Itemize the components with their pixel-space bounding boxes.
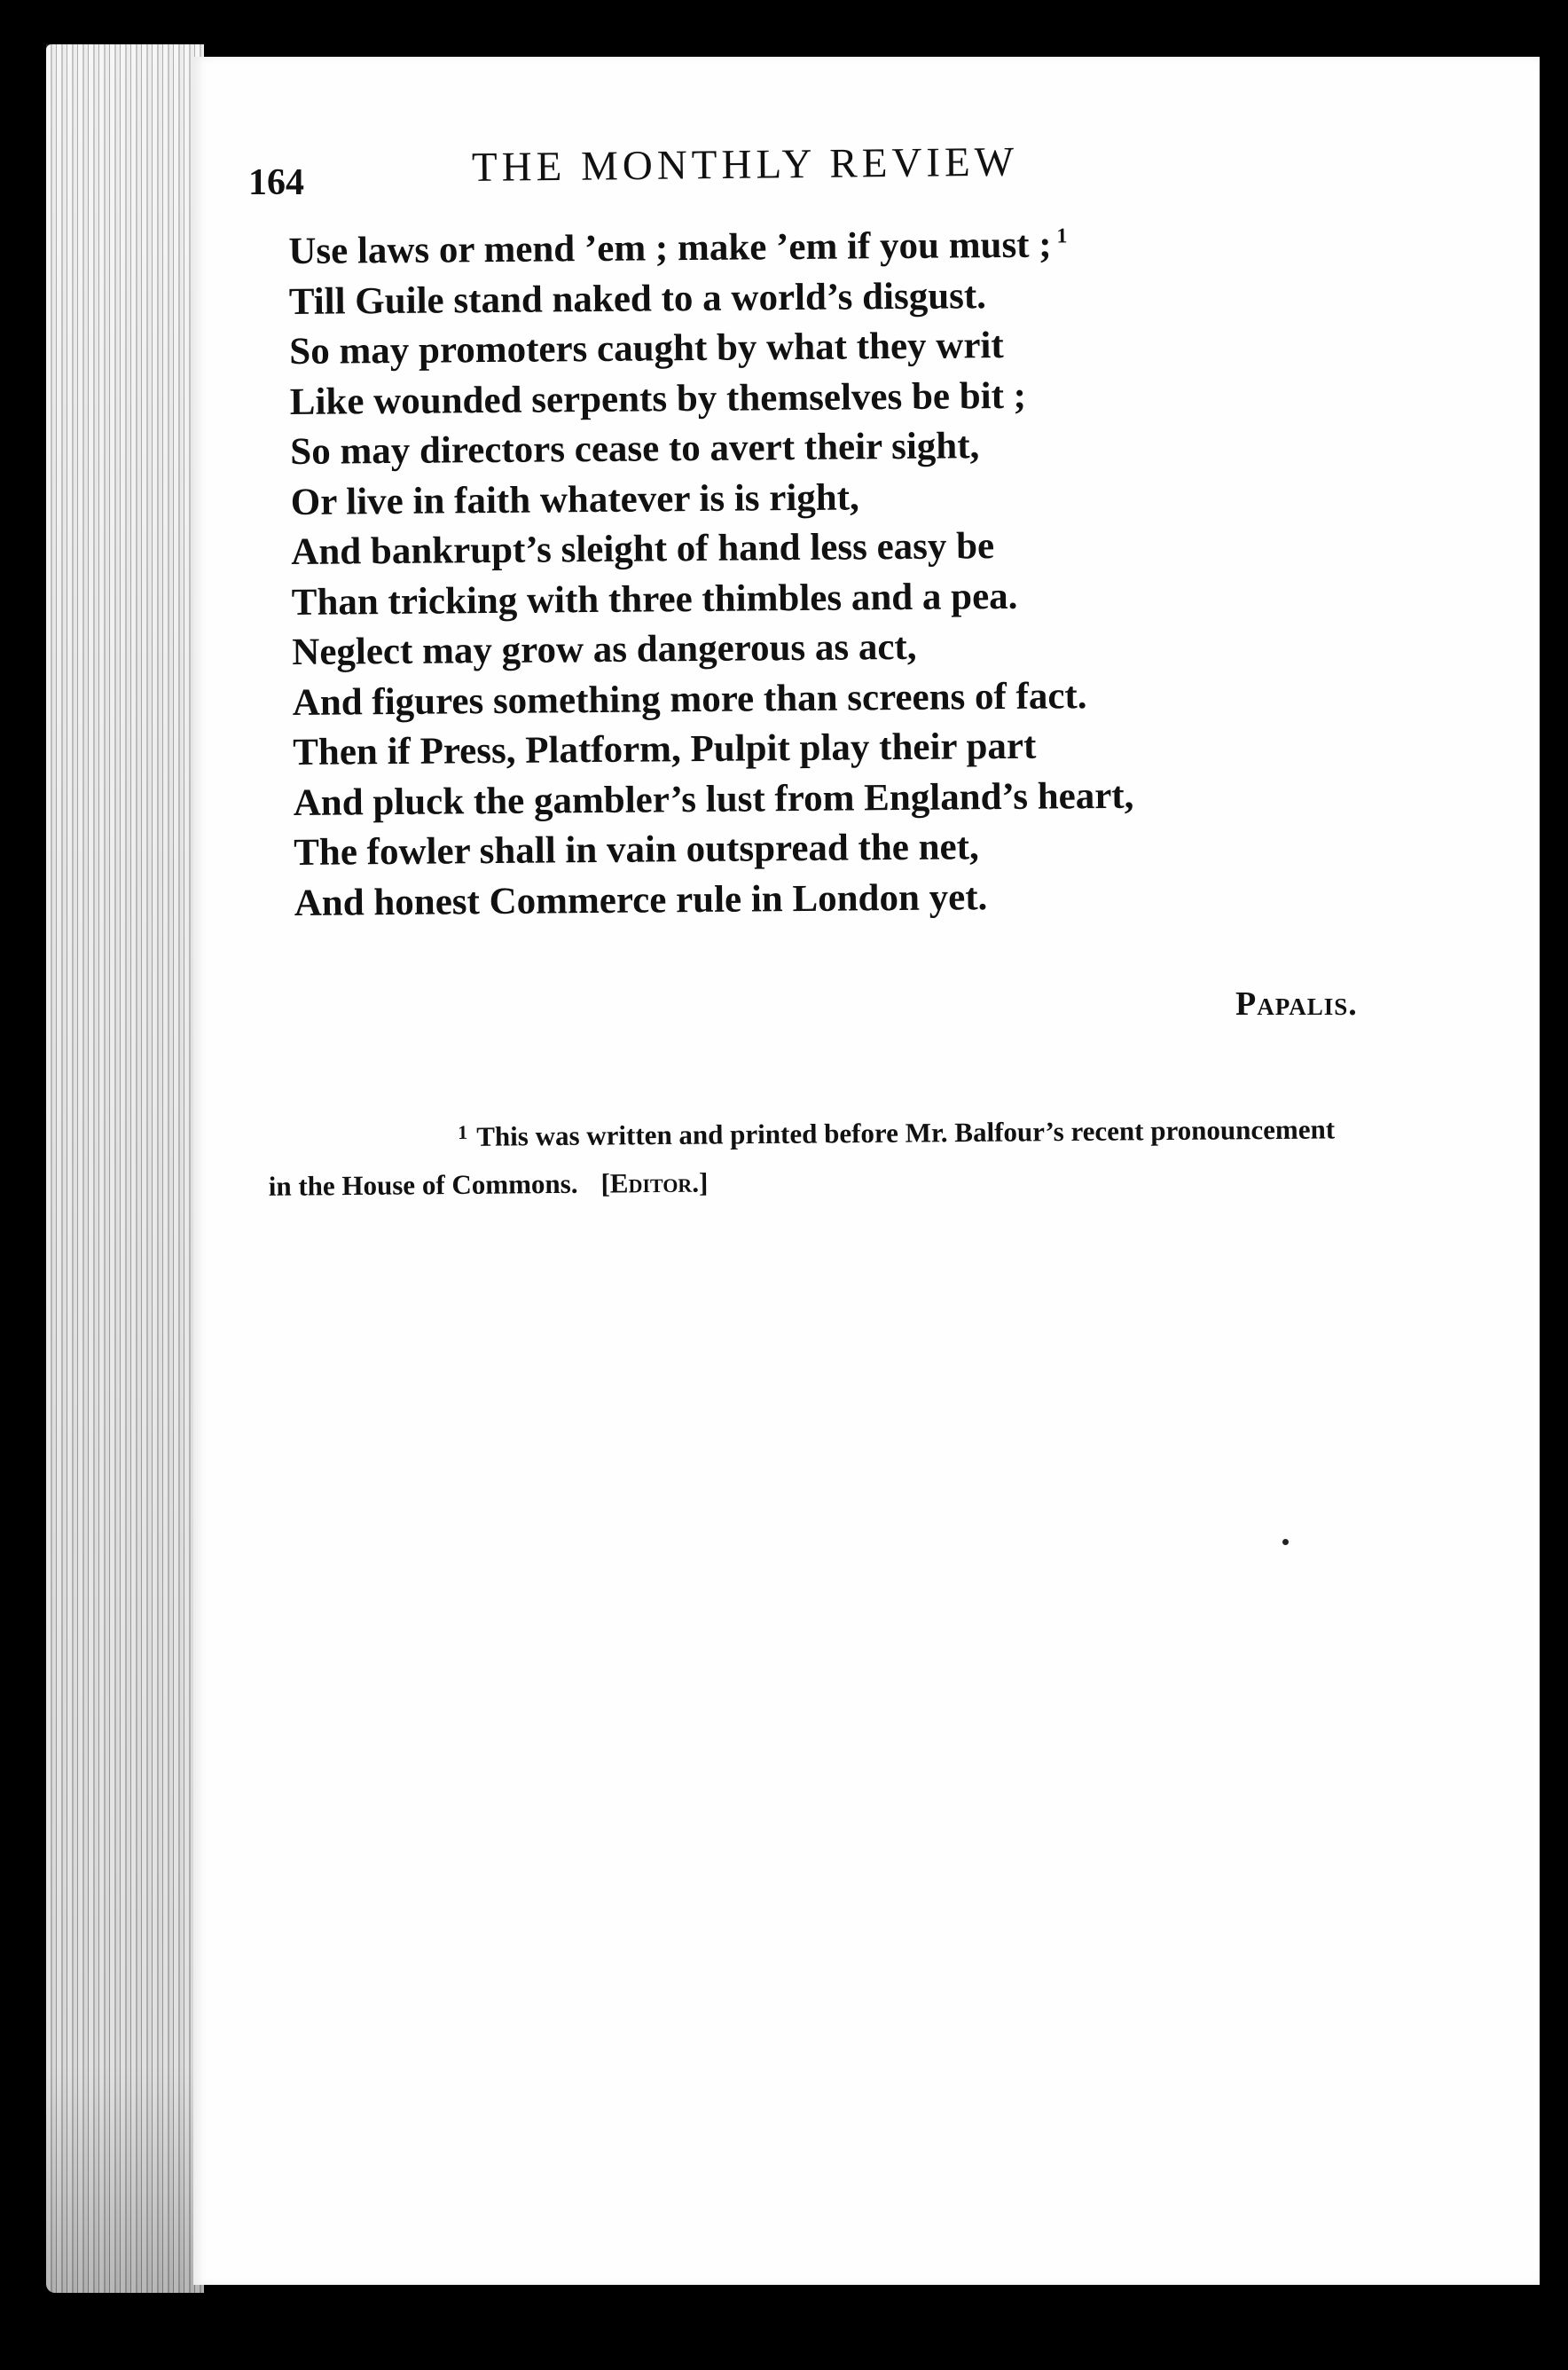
poem-line: And figures something more than screens of fact. [292,674,1087,724]
journal-title: THE MONTHLY REVIEW [471,138,1019,191]
poem-line: The fowler shall in vain outspread the net, [294,826,979,874]
poem-line-text: Use laws or mend ’em ; make ’em if you must ; [288,224,1052,272]
footnote-line [458,1100,1522,1161]
poem-line: Or live in faith whatever is is right, [290,475,859,523]
author-signature: Papalis. [1235,985,1358,1023]
poem-line: And honest Commerce rule in London yet. [294,875,988,924]
page-number: 164 [248,162,304,203]
poem [288,208,1376,929]
poem-line: And bankrupt’s sleight of hand less easy be [291,525,995,573]
footnote-text: in the House of Commons. [268,1167,578,1202]
poem-line: So may promoters caught by what they writ [289,324,1004,373]
poem-line: And pluck the gambler’s lust from England’s heart, [293,774,1134,824]
running-head [248,138,1277,215]
poem-line: Neglect may grow as dangerous as act, [292,625,917,673]
ink-speck [1282,1539,1289,1545]
footnote-marker: 1 [458,1120,468,1143]
book-page-edges [46,44,204,2293]
poem-line: So may directors cease to avert their sight, [290,425,980,473]
editor-mark: [Editor.] [600,1166,709,1199]
footnote-reference: 1 [1056,224,1068,248]
footnote-text: This was written and printed before Mr. Balfour’s recent pronouncement [476,1113,1336,1152]
poem-line: Till Guile stand naked to a world’s disgust. [288,274,987,323]
poem-line: Then if Press, Platform, Pulpit play their part [293,725,1037,773]
poem-line: Like wounded serpents by themselves be bit ; [289,374,1027,423]
poem-line: Than tricking with three thimbles and a pea. [291,575,1018,624]
footnote [268,1100,1523,1209]
poem-line [288,208,1371,277]
